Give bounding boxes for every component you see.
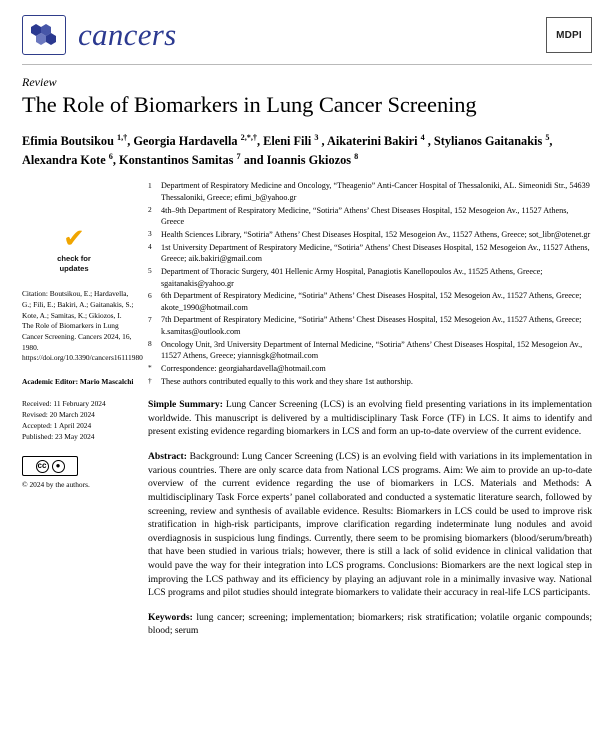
affiliation-marker: 7 — [148, 314, 152, 324]
publisher-logo: MDPI — [546, 17, 592, 53]
author-line-2-text: Alexandra Kote $^6$, Konstantinos Samitas $^7$ and Ioannis Gkiozos $^8$ — [22, 152, 359, 168]
abstract-label: Abstract: — [148, 451, 187, 463]
correspondence-marker: * — [148, 363, 152, 373]
affiliation-text: 7th Department of Respiratory Medicine, “Sotiria” Athens’ Chest Diseases Hospital, 152 Mesogeion Av., 11527 Athens, Greece; k.samitas@outlook.com — [161, 315, 582, 337]
citation-block — [22, 289, 143, 364]
affiliation-marker: 3 — [148, 229, 152, 239]
affiliation-text: 6th Department of Respiratory Medicine, “Sotiria” Athens’ Chest Diseases Hospital, 152 Mesogeion Av., 11527 Athens, Greece; akote_1990@hotmail.com — [161, 291, 582, 312]
affiliation-marker: 4 — [148, 242, 152, 252]
author-note-item — [148, 376, 592, 388]
article-type: Review — [22, 75, 57, 89]
affiliation-item — [148, 290, 592, 313]
article-body — [22, 180, 592, 638]
author-line-2 — [22, 151, 592, 170]
check-updates-line2: updates — [59, 263, 89, 273]
affiliation-marker: 1 — [148, 180, 152, 190]
affiliations-list — [148, 180, 592, 387]
date-published: Published: 23 May 2024 — [22, 432, 95, 442]
affiliation-text: Department of Thoracic Surgery, 401 Hellenic Army Hospital, Panagiotis Kanellopoulos Av., 11525 Athens, Greece; sgaitanakis@yahoo.gr — [161, 266, 543, 288]
affiliation-item — [148, 229, 592, 241]
simple-summary-section — [148, 398, 592, 439]
author-line-1 — [22, 132, 592, 151]
correspondence-text[interactable]: Correspondence: georgiahardavella@hotmail.com — [161, 363, 326, 373]
affiliation-item — [148, 266, 592, 289]
page-title: The Role of Biomarkers in Lung Cancer Screening — [22, 92, 477, 117]
publication-dates — [22, 398, 134, 442]
journal-masthead — [22, 0, 592, 58]
simple-summary-text: Lung Cancer Screening (LCS) is an evolving field presenting variations in its implementation worldwide. This manuscript is delivered by a multidisciplinary Task Force (TF) in LCS. It aims to identify and present existing evidence regarding biomarkers in LCS and form an up-to-date overview of the current evidence. — [148, 399, 592, 438]
check-updates-line1: check for — [57, 254, 91, 264]
simple-summary-label: Simple Summary: — [148, 399, 223, 411]
keywords-label: Keywords: — [148, 611, 193, 623]
check-for-updates-icon: ✔ — [63, 224, 85, 254]
affiliation-marker: 8 — [148, 339, 152, 349]
author-note-text: These authors contributed equally to this work and they share 1st authorship. — [161, 376, 413, 386]
doi-link[interactable]: https://doi.org/10.3390/cancers16111980 — [22, 353, 143, 363]
affiliation-text: 4th–9th Department of Respiratory Medicine, “Sotiria” Athens’ Chest Diseases Hospital, 152 Mesogeion Av., 11527 Athens, Greece — [161, 205, 569, 227]
article-main — [148, 180, 592, 638]
keywords-text: lung cancer; screening; implementation; biomarkers; risk stratification; volatile organic compounds; blood; serum — [148, 611, 592, 637]
affiliation-text: Oncology Unit, 3rd University Department of Internal Medicine, “Sotiria” Athens’ Chest Diseases Hospital, 152 Mesogeion Av., 11527 Athens, Greece; yiannisgk@hotmail.com — [161, 339, 583, 361]
academic-editor: Academic Editor: Mario Mascalchi — [22, 376, 134, 386]
cc-by-person-icon: ● — [52, 460, 65, 473]
affiliation-marker: 6 — [148, 290, 152, 300]
author-line-1-text: Efimia Boutsikou $^{1,\dagger}$, Georgia Hardavella $^{2,*,\dagger}$, Eleni Fili $^3$ , Aikaterini Bakiri $^4$ , Stylianos Gaitanakis $^5$, — [22, 133, 553, 149]
journal-title: cancers — [78, 17, 177, 52]
citation-text: Citation: Boutsikou, E.; Hardavella, G.; Fili, E.; Bakiri, A.; Gaitanakis, S.; Kote, A.; Samitas, K.; Gkiozos, I. The Role of Biomarkers in Lung Cancer Screening. Cancers 2024, 16, 1980. — [22, 289, 134, 352]
affiliation-marker: 5 — [148, 266, 152, 276]
date-received: Received: 11 February 2024 — [22, 398, 106, 408]
article-sidebar — [22, 180, 148, 638]
copyright-text: © 2024 by the authors. — [22, 480, 90, 490]
affiliation-item — [148, 314, 592, 337]
author-note-marker: † — [148, 376, 152, 386]
check-for-updates[interactable] — [22, 226, 126, 273]
copyright-block — [22, 456, 134, 490]
affiliation-text: Department of Respiratory Medicine and Oncology, “Theagenio” Anti-Cancer Hospital of Thessaloniki, AL. Simeonidi Str., 54639 Thessaloniki, Greece; efimi_b@yahoo.gr — [161, 181, 590, 203]
journal-logo-icon — [22, 15, 66, 55]
masthead-divider — [22, 64, 592, 65]
author-list — [22, 132, 592, 170]
affiliation-item — [148, 205, 592, 228]
date-accepted: Accepted: 1 April 2024 — [22, 421, 92, 431]
affiliation-item — [148, 339, 592, 362]
date-revised: Revised: 20 March 2024 — [22, 410, 95, 420]
cc-logo-icon: cc — [36, 460, 49, 473]
affiliation-item — [148, 180, 592, 203]
creative-commons-icon[interactable] — [22, 456, 78, 476]
affiliation-item — [148, 242, 592, 265]
affiliation-text: Health Sciences Library, “Sotiria” Athens’ Chest Diseases Hospital, 152 Mesogeion Av., 11527 Athens, Greece; sot_libr@otenet.gr — [161, 229, 591, 239]
abstract-section — [148, 450, 592, 600]
keywords-section — [148, 611, 592, 638]
correspondence-item — [148, 363, 592, 375]
affiliation-marker: 2 — [148, 205, 152, 215]
affiliation-text: 1st University Department of Respiratory Medicine, “Sotiria” Athens’ Chest Diseases Hospital, 152 Mesogeion Av., 11527 Athens, Greece; aik.bakiri@gmail.com — [161, 242, 590, 264]
abstract-text: Background: Lung Cancer Screening (LCS) is an evolving field with variations in its implementation in various countries. There are only scarce data from National LCS programs. Aim: We aim to provide an up-to-date overview of the current evidence regarding the use of biomarkers in LCS. Materials and Methods: A multidisciplinary Task Force experts’ panel collaborated and conducted a systematic literature search, followed by screening, review and synthesis of available evidence. Results: Biomarkers in LCS could be used to improve risk stratification in high-risk participants, improve clarification regarding indeterminate lung nodules and avoid overdiagnosis in suspicious lung findings. Currently, there seem to be promising biomarkers (blood/serum/breath) that have been studied in various trials; however, there is still a lack of solid evidence in clinical validation that would pave the way for their integration into LCS programs. Conclusions: Biomarkers are the next logical step in improving the LCS pathway and its efficiency by playing an adjuvant role in a minimally invasive way. National LCS programs and pilot studies should integrate biomarkers to validate their accuracy in real-life LCS participants. — [148, 451, 592, 599]
